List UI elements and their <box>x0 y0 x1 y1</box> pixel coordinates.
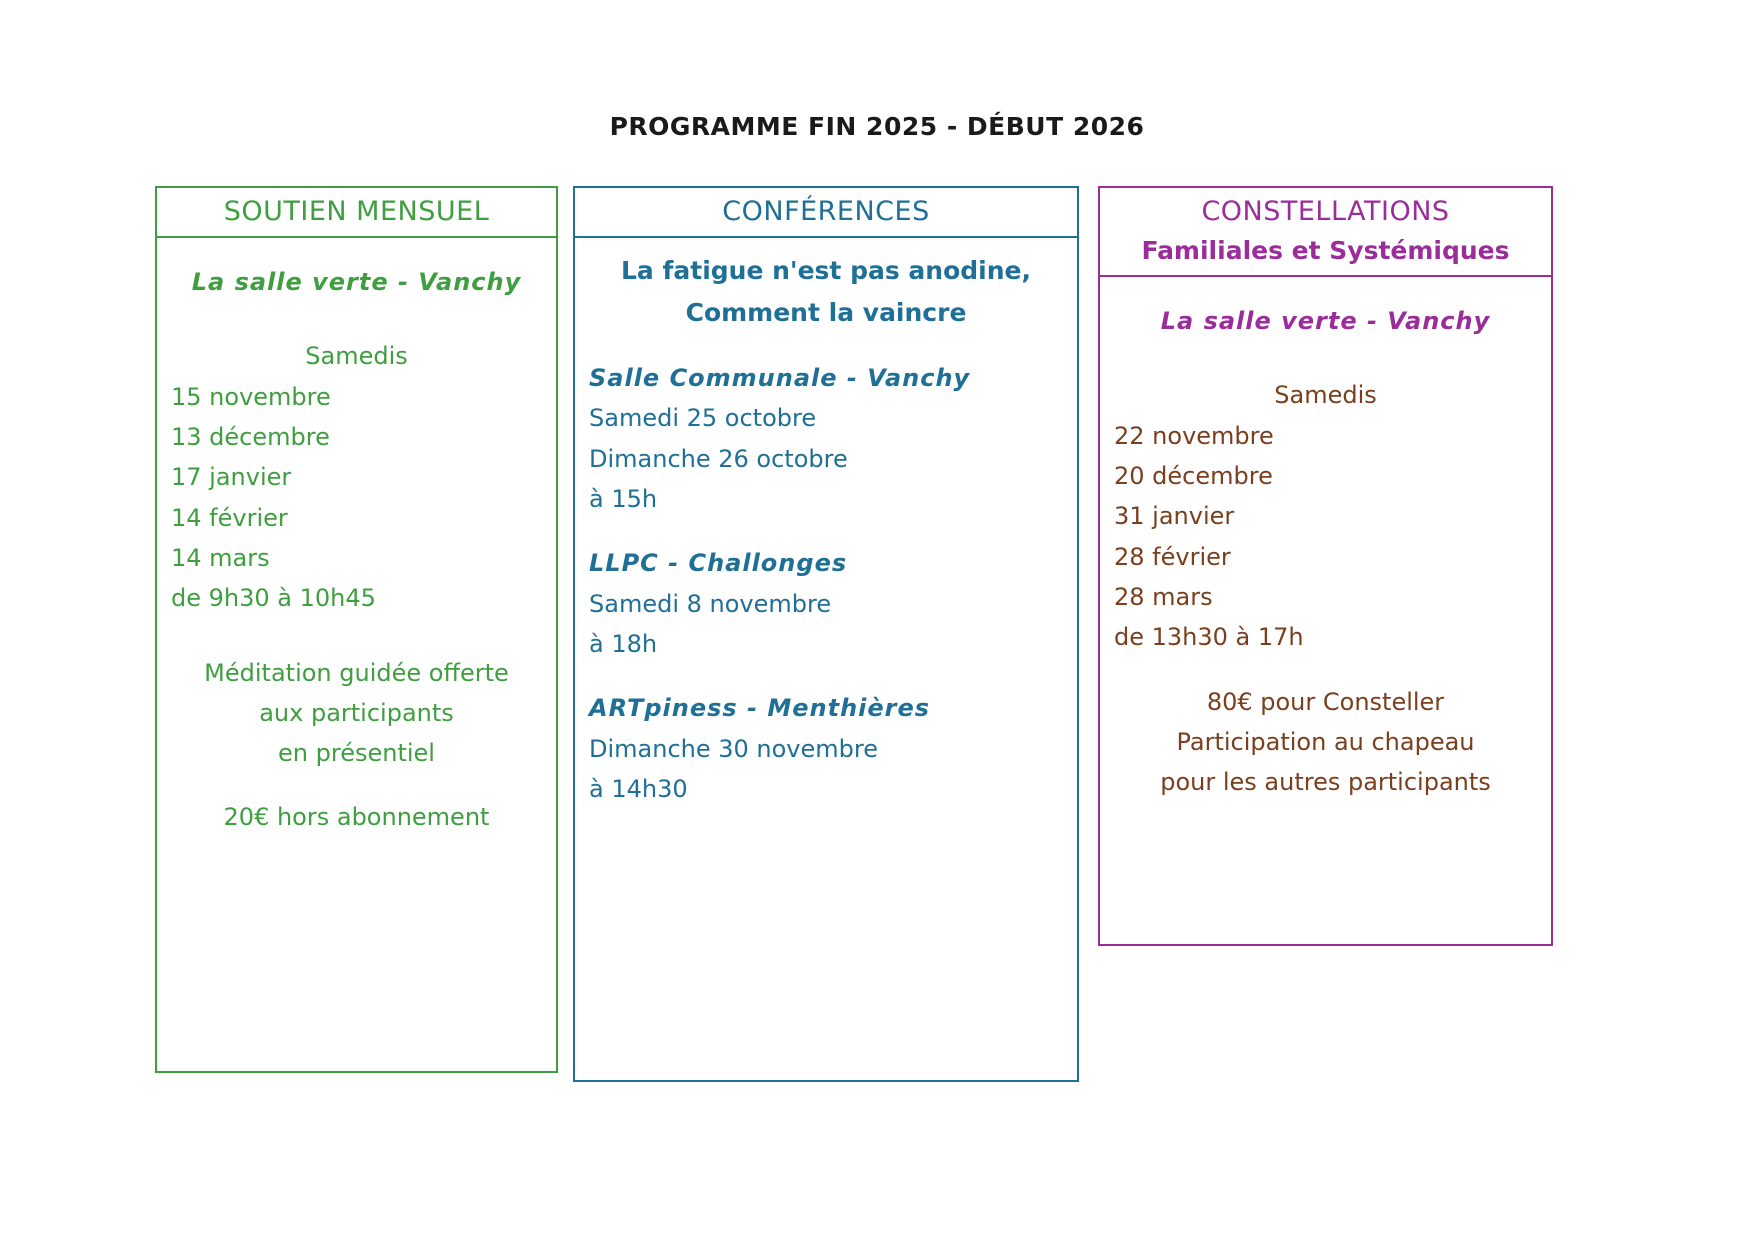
date-item: 13 décembre <box>171 422 330 451</box>
date-item: Dimanche 26 octobre <box>589 444 848 473</box>
date-item: 14 mars <box>171 543 270 572</box>
venue-soutien: La salle verte - Vanchy <box>191 268 522 296</box>
venue-constellations: La salle verte - Vanchy <box>1160 307 1491 335</box>
spacer <box>171 302 542 336</box>
page-title: PROGRAMME FIN 2025 - DÉBUT 2026 <box>609 112 1145 141</box>
price-line-1: 80€ pour Consteller <box>1206 687 1445 716</box>
note-line-2: aux participants <box>259 698 454 727</box>
date-item: Samedi 25 octobre <box>589 404 817 433</box>
section-conferences <box>573 186 1079 1082</box>
date-item: 28 mars <box>1114 582 1213 611</box>
section-constellations <box>1098 186 1553 946</box>
date-item: Dimanche 30 novembre <box>589 734 878 763</box>
conference-venue-block <box>589 358 1063 519</box>
spacer <box>171 773 542 797</box>
spacer <box>1114 658 1537 682</box>
venue-name: Salle Communale - Vanchy <box>589 364 971 392</box>
venue-name: ARTpiness - Menthières <box>589 694 931 723</box>
conference-topic-line-2: Comment la vaincre <box>685 298 967 327</box>
spacer <box>171 619 542 653</box>
section-heading-constellations: CONSTELLATIONS <box>1201 196 1450 227</box>
time-item: à 14h30 <box>589 774 688 803</box>
spacer <box>1114 341 1537 375</box>
time-item: à 15h <box>589 484 658 513</box>
conference-venue-block <box>589 688 1063 809</box>
section-body-conferences <box>575 238 1077 809</box>
date-item: 20 décembre <box>1114 461 1273 490</box>
section-subheading-constellations: Familiales et Systémiques <box>1141 236 1510 265</box>
date-item: 28 février <box>1114 542 1231 571</box>
spacer <box>589 519 1063 543</box>
days-label-constellations: Samedis <box>1274 381 1377 410</box>
conference-venue-block <box>589 543 1063 664</box>
price-line-3: pour les autres participants <box>1160 768 1491 797</box>
spacer <box>589 238 1063 250</box>
section-body-constellations <box>1100 277 1551 802</box>
date-item: 22 novembre <box>1114 421 1274 450</box>
spacer <box>589 334 1063 358</box>
date-item: 14 février <box>171 503 288 532</box>
section-heading-soutien: SOUTIEN MENSUEL <box>223 196 490 227</box>
spacer <box>171 238 542 262</box>
spacer <box>589 664 1063 688</box>
price-line-2: Participation au chapeau <box>1176 727 1475 756</box>
spacer <box>1114 277 1537 301</box>
time-constellations: de 13h30 à 17h <box>1114 623 1304 652</box>
date-item: 15 novembre <box>171 382 331 411</box>
date-item: 17 janvier <box>171 463 292 492</box>
date-item: 31 janvier <box>1114 502 1235 531</box>
date-item: Samedi 8 novembre <box>589 589 832 618</box>
note-line-1: Méditation guidée offerte <box>204 658 509 687</box>
venue-name: LLPC - Challonges <box>589 549 848 578</box>
time-soutien: de 9h30 à 10h45 <box>171 584 376 613</box>
days-label-soutien: Samedis <box>305 342 408 371</box>
section-heading-conferences: CONFÉRENCES <box>722 196 930 227</box>
note-line-3: en présentiel <box>278 739 435 768</box>
conference-topic-line-1: La fatigue n'est pas anodine, <box>621 256 1031 285</box>
price-soutien: 20€ hors abonnement <box>223 803 490 832</box>
section-body-soutien <box>157 238 556 838</box>
time-item: à 18h <box>589 629 658 658</box>
section-soutien-mensuel <box>155 186 558 1073</box>
